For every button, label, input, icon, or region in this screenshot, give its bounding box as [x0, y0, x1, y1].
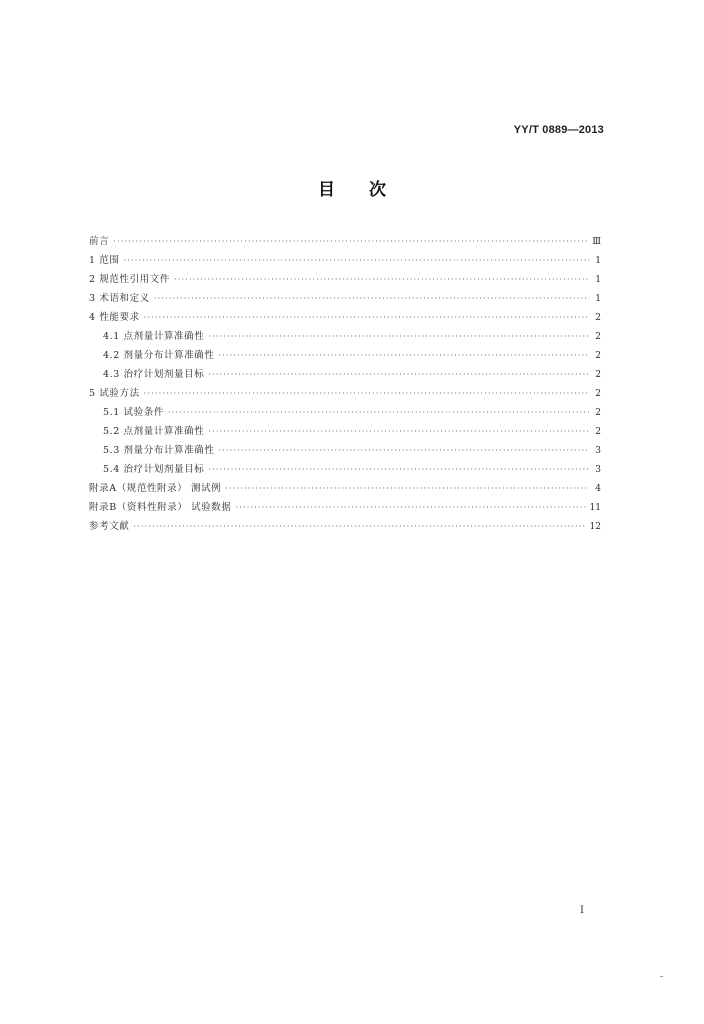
toc-entry-page: 1	[595, 256, 601, 266]
toc-leader-dots	[123, 251, 589, 270]
toc-entry-page: 2	[595, 408, 601, 418]
toc-entry-label: 4.1 点剂量计算准确性	[103, 331, 205, 342]
toc-entry[interactable]	[89, 270, 601, 289]
toc-entry-label: 4 性能要求	[89, 312, 140, 323]
scan-mark	[660, 976, 663, 977]
toc-leader-dots	[218, 441, 589, 460]
toc-entry-label: 5.4 治疗计划剂量目标	[103, 464, 205, 475]
toc-leader-dots	[218, 346, 589, 365]
toc-leader-dots	[168, 403, 589, 422]
toc-entry-label: 5.1 试验条件	[103, 407, 164, 418]
toc-entry[interactable]	[89, 384, 601, 403]
toc-entry-label: 参考文献	[89, 521, 130, 532]
toc-entry-label: 5.3 剂量分布计算准确性	[103, 445, 215, 456]
toc-entry-label: 4.2 剂量分布计算准确性	[103, 350, 215, 361]
toc-subentry[interactable]	[89, 460, 601, 479]
page-title: 目次	[318, 180, 420, 200]
toc-entry-page: 2	[595, 427, 601, 437]
toc-leader-dots	[154, 289, 589, 308]
toc-entry-label: 5 试验方法	[89, 388, 140, 399]
toc-entry-label: 前言	[89, 236, 110, 247]
toc-entry[interactable]	[89, 289, 601, 308]
toc-leader-dots	[236, 498, 586, 517]
toc-leader-dots	[144, 308, 589, 327]
document-code: YY/T 0889—2013	[513, 124, 604, 136]
toc-leader-dots	[208, 422, 589, 441]
toc-entry[interactable]	[89, 232, 601, 251]
toc-entry[interactable]	[89, 308, 601, 327]
toc-entry-page: 1	[595, 294, 601, 304]
toc-leader-dots	[113, 232, 588, 251]
page-number: I	[580, 905, 584, 916]
toc-entry-page: 2	[595, 313, 601, 323]
toc-entry-label: 3 术语和定义	[89, 293, 150, 304]
toc-entry-page: 3	[595, 465, 601, 475]
toc-leader-dots	[208, 327, 589, 346]
toc-leader-dots	[133, 517, 585, 536]
toc-entry[interactable]	[89, 498, 601, 517]
toc-entry[interactable]	[89, 251, 601, 270]
toc-leader-dots	[174, 270, 589, 289]
toc-entry-page: 11	[589, 503, 601, 513]
toc-entry-label: 附录B（资料性附录） 试验数据	[89, 502, 232, 513]
toc-entry-page: 4	[595, 484, 601, 494]
toc-subentry[interactable]	[89, 441, 601, 460]
toc-subentry[interactable]	[89, 365, 601, 384]
toc-entry-page: 1	[595, 275, 601, 285]
table-of-contents	[89, 232, 601, 536]
toc-subentry[interactable]	[89, 422, 601, 441]
toc-entry-label: 1 范围	[89, 255, 120, 266]
toc-subentry[interactable]	[89, 346, 601, 365]
toc-entry-page: 2	[595, 332, 601, 342]
toc-leader-dots	[208, 460, 589, 479]
toc-entry-label: 附录A（规范性附录） 测试例	[89, 483, 222, 494]
toc-entry-page: 2	[595, 370, 601, 380]
toc-entry-page: Ⅲ	[592, 237, 601, 247]
toc-subentry[interactable]	[89, 403, 601, 422]
toc-entry-page: 2	[595, 389, 601, 399]
toc-entry-label: 2 规范性引用文件	[89, 274, 170, 285]
toc-entry-label: 5.2 点剂量计算准确性	[103, 426, 205, 437]
toc-entry[interactable]	[89, 479, 601, 498]
toc-entry-page: 3	[595, 446, 601, 456]
toc-subentry[interactable]	[89, 327, 601, 346]
toc-entry-page: 12	[589, 522, 601, 532]
toc-leader-dots	[225, 479, 589, 498]
toc-entry-label: 4.3 治疗计划剂量目标	[103, 369, 205, 380]
toc-leader-dots	[208, 365, 589, 384]
toc-entry-page: 2	[595, 351, 601, 361]
toc-entry[interactable]	[89, 517, 601, 536]
toc-leader-dots	[144, 384, 589, 403]
